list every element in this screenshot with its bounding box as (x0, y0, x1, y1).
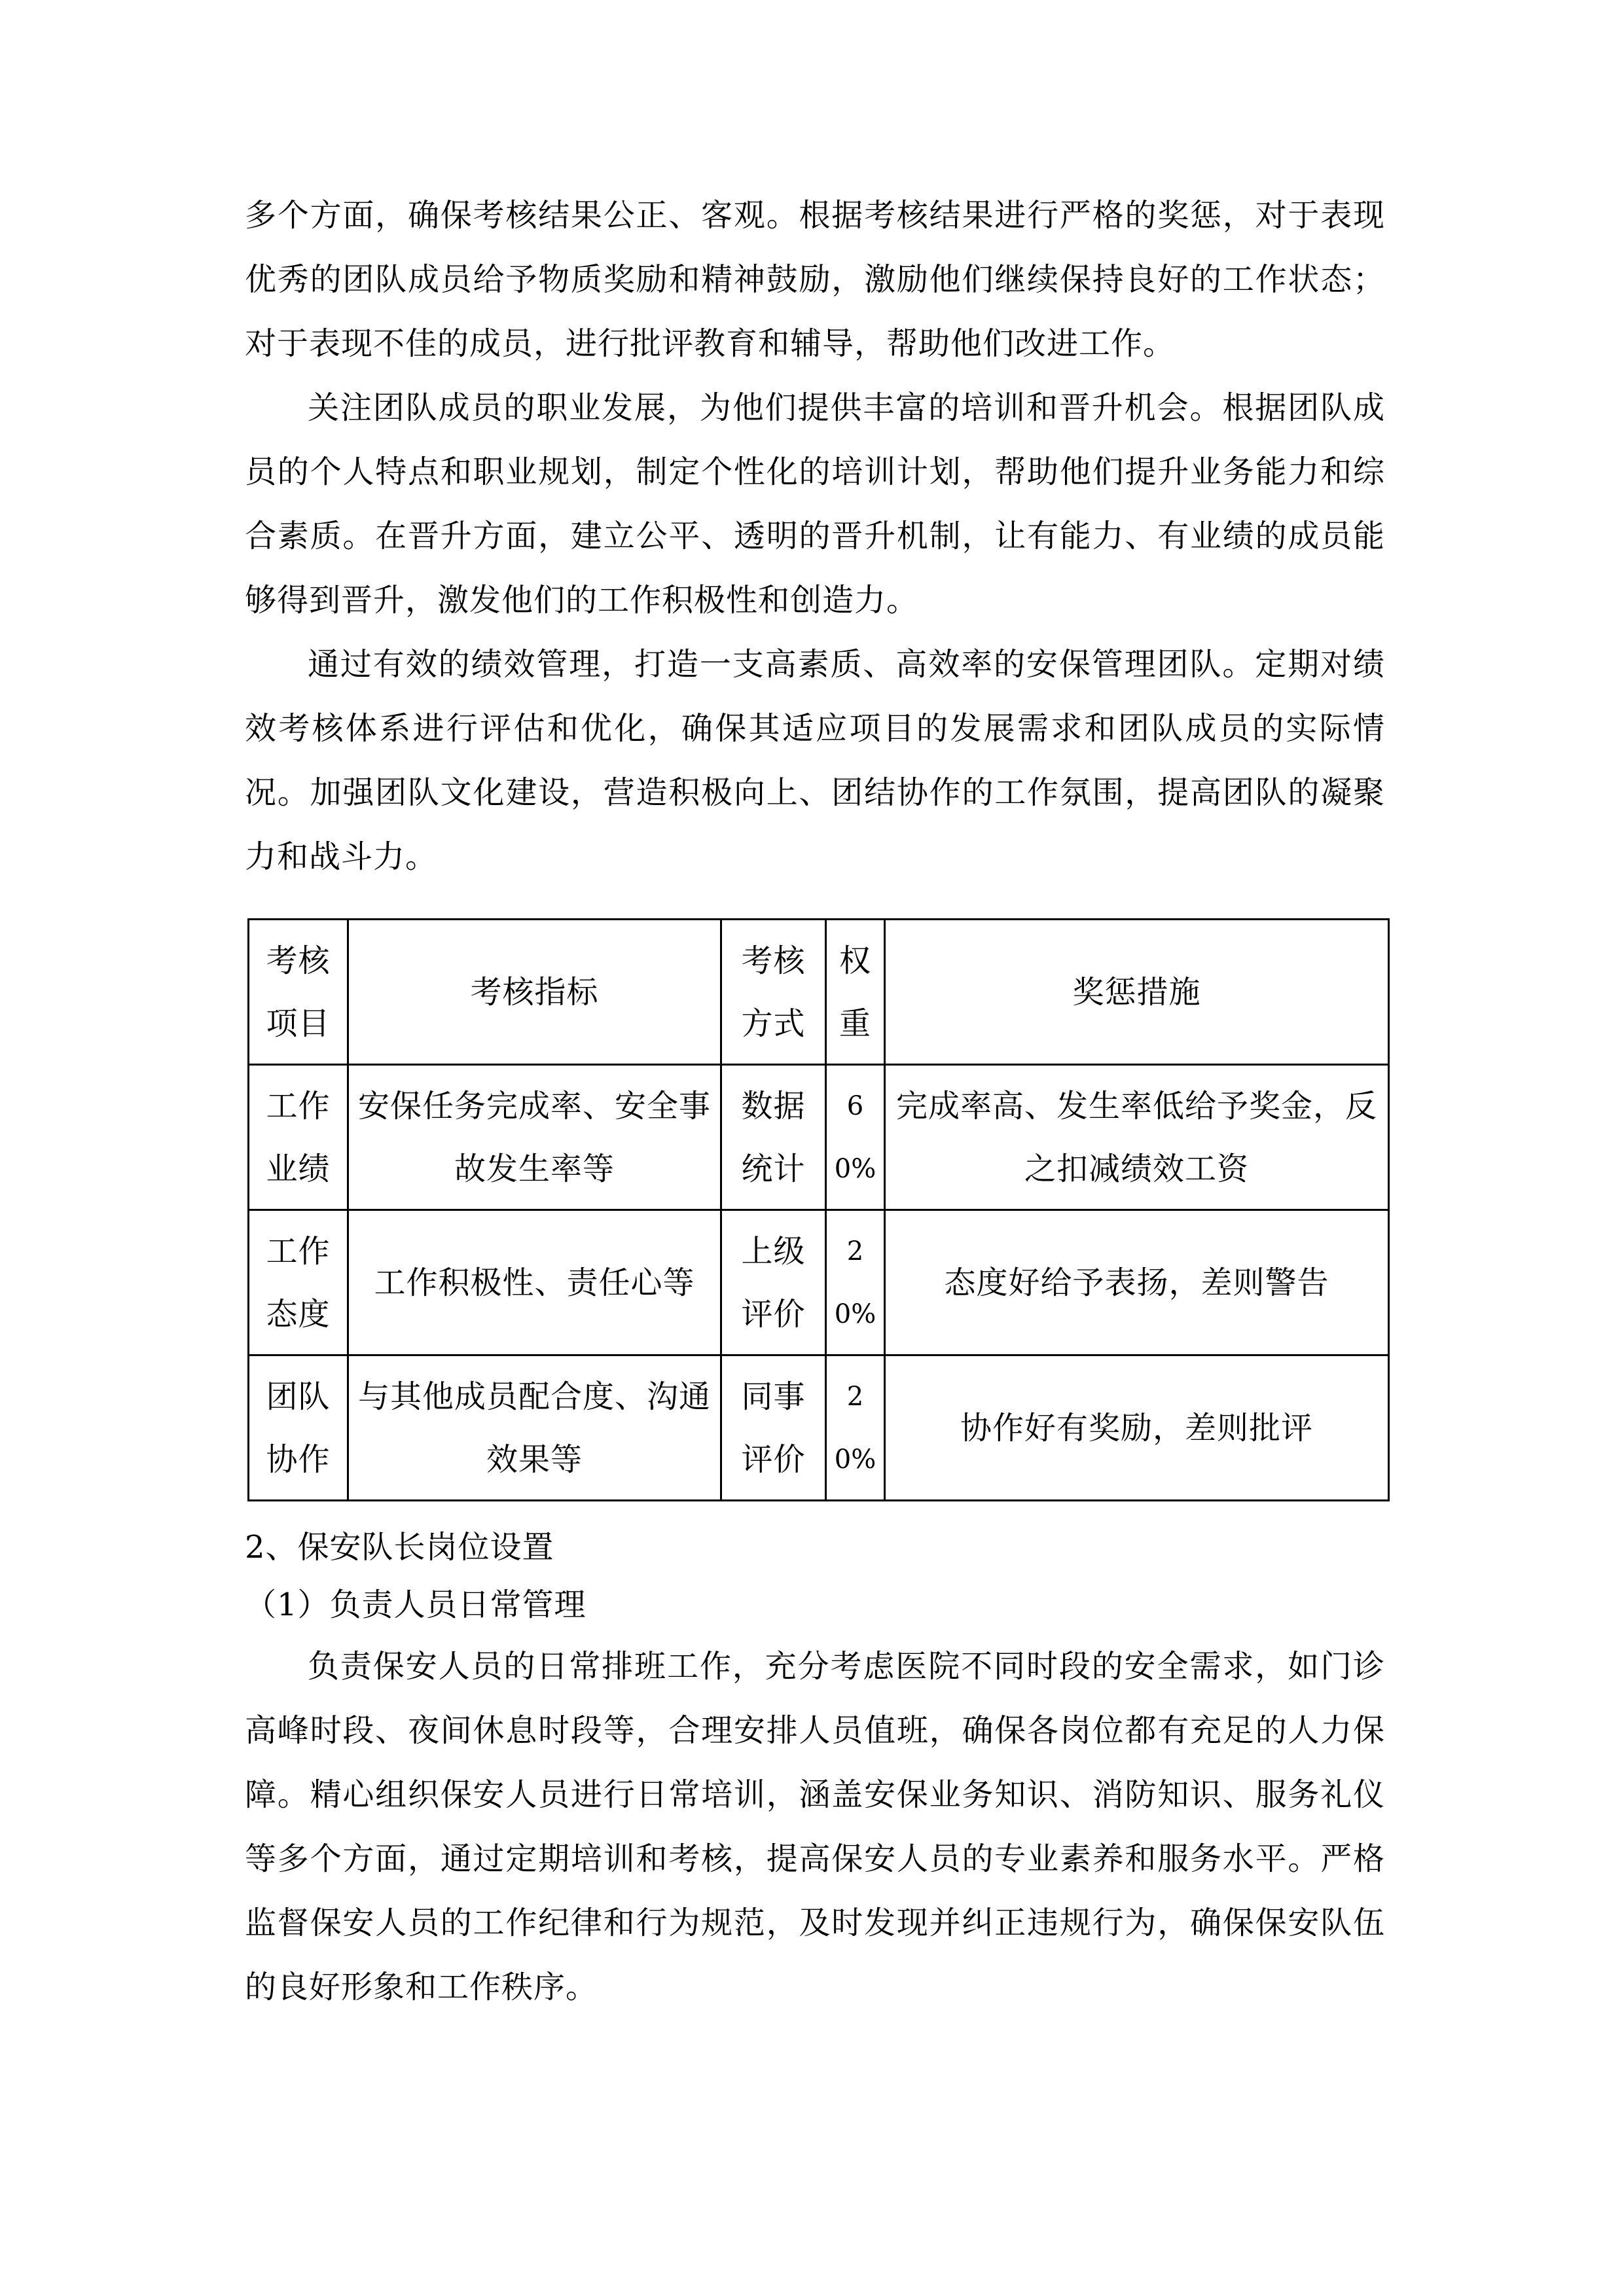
header-weight: 权重 (826, 920, 885, 1065)
table-header-row (249, 920, 1389, 1065)
table-row (249, 1355, 1389, 1501)
cell-method: 同事评价 (721, 1355, 826, 1501)
header-indicator: 考核指标 (348, 920, 721, 1065)
cell-indicator: 与其他成员配合度、沟通效果等 (348, 1355, 721, 1501)
cell-measures: 态度好给予表扬，差则警告 (885, 1210, 1389, 1355)
assessment-table (247, 918, 1390, 1501)
cell-indicator: 工作积极性、责任心等 (348, 1210, 721, 1355)
body-text-top (245, 183, 1385, 889)
body-text-bottom (245, 1519, 1385, 2019)
table-row (249, 1210, 1389, 1355)
cell-measures: 完成率高、发生率低给予奖金，反之扣减绩效工资 (885, 1065, 1389, 1210)
paragraph-performance-management: 通过有效的绩效管理，打造一支高素质、高效率的安保管理团队。定期对绩效考核体系进行评估和优化，确保其适应项目的发展需求和团队成员的实际情况。加强团队文化建设，营造积极向上、团结协作的工作氛围，提高团队的凝聚力和战斗力。 (245, 646, 1385, 875)
cell-method: 上级评价 (721, 1210, 826, 1355)
cell-weight: 20% (826, 1355, 885, 1501)
header-method: 考核方式 (721, 920, 826, 1065)
paragraph-daily-management: 负责保安人员的日常排班工作，充分考虑医院不同时段的安全需求，如门诊高峰时段、夜间休息时段等，合理安排人员值班，确保各岗位都有充足的人力保障。精心组织保安人员进行日常培训，涵盖安保业务知识、消防知识、服务礼仪等多个方面，通过定期培训和考核，提高保安人员的专业素养和服务水平。严格监督保安人员的工作纪律和行为规范，及时发现并纠正违规行为，确保保安队伍的良好形象和工作秩序。 (245, 1648, 1385, 2005)
paragraph-career-development: 关注团队成员的职业发展，为他们提供丰富的培训和晋升机会。根据团队成员的个人特点和职业规划，制定个性化的培训计划，帮助他们提升业务能力和综合素质。在晋升方面，建立公平、透明的晋升机制，让有能力、有业绩的成员能够得到晋升，激发他们的工作积极性和创造力。 (245, 389, 1385, 619)
table-row (249, 1065, 1389, 1210)
cell-item: 工作态度 (249, 1210, 348, 1355)
cell-weight: 20% (826, 1210, 885, 1355)
cell-indicator: 安保任务完成率、安全事故发生率等 (348, 1065, 721, 1210)
cell-item: 工作业绩 (249, 1065, 348, 1210)
cell-item: 团队协作 (249, 1355, 348, 1501)
section-heading: 2、保安队长岗位设置 (245, 1529, 554, 1566)
cell-weight: 60% (826, 1065, 885, 1210)
header-measures: 奖惩措施 (885, 920, 1389, 1065)
subsection-heading: （1）负责人员日常管理 (245, 1587, 586, 1623)
paragraph-continued: 多个方面，确保考核结果公正、客观。根据考核结果进行严格的奖惩，对于表现优秀的团队成员给予物质奖励和精神鼓励，激励他们继续保持良好的工作状态；对于表现不佳的成员，进行批评教育和辅导，帮助他们改进工作。 (245, 197, 1385, 362)
header-item: 考核项目 (249, 920, 348, 1065)
cell-method: 数据统计 (721, 1065, 826, 1210)
cell-measures: 协作好有奖励，差则批评 (885, 1355, 1389, 1501)
